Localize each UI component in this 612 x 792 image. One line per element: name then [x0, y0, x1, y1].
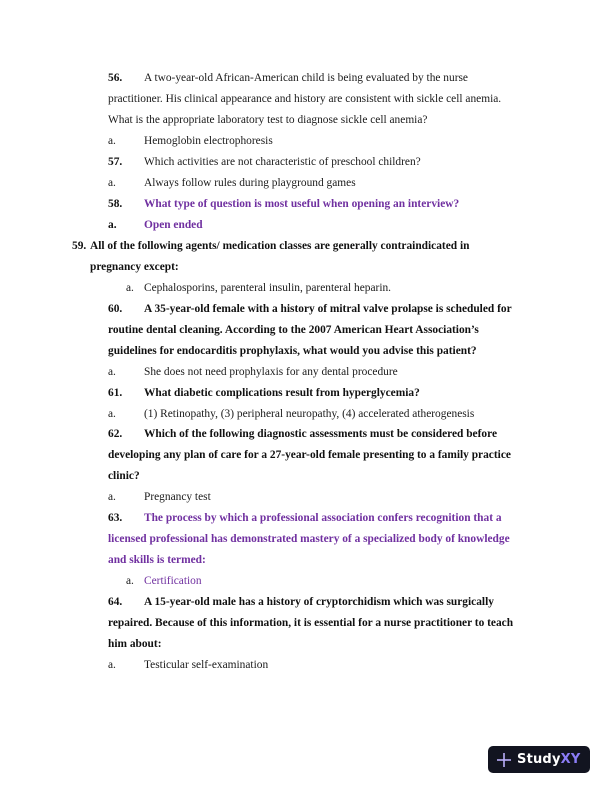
question-number: 57.	[108, 156, 123, 168]
question-text: What diabetic complications result from hyperglycemia?	[144, 387, 420, 399]
question-text: A 15-year-old male has a history of cryptorchidism which was surgically	[144, 596, 494, 608]
question-text: The process by which a professional association confers recognition that a	[144, 512, 502, 524]
answer-text: (1) Retinopathy, (3) peripheral neuropathy, (4) accelerated atherogenesis	[144, 408, 475, 420]
answer-label: a.	[108, 219, 117, 231]
answer-label: a.	[108, 135, 116, 147]
question-number: 63.	[108, 512, 123, 524]
question-text: A two-year-old African-American child is being evaluated by the nurse	[144, 72, 468, 84]
answer-text: Cephalosporins, parenteral insulin, parenteral heparin.	[144, 282, 392, 294]
question-number: 62.	[108, 428, 123, 440]
question-text: Which of the following diagnostic assessments must be considered before	[144, 428, 498, 440]
question-text: All of the following agents/ medication classes are generally contraindicated in	[90, 240, 470, 252]
answer-text: Hemoglobin electrophoresis	[144, 135, 273, 147]
plus-icon	[496, 752, 512, 768]
question-text: A 35-year-old female with a history of mitral valve prolapse is scheduled for	[144, 303, 512, 315]
answer-label: a.	[126, 575, 134, 587]
answer-label: a.	[108, 659, 116, 671]
question-number: 59.	[72, 240, 87, 252]
question-text: routine dental cleaning. According to the 2007 American Heart Association’s	[108, 324, 479, 336]
answer-label: a.	[108, 177, 116, 189]
answer-label: a.	[108, 491, 116, 503]
answer-text: Open ended	[144, 219, 203, 231]
question-text: clinic?	[108, 470, 140, 482]
answer-label: a.	[126, 282, 134, 294]
question-text: and skills is termed:	[108, 554, 206, 566]
question-text: developing any plan of care for a 27-year-old female presenting to a family practice	[108, 449, 511, 461]
question-number: 60.	[108, 303, 123, 315]
brand-name	[517, 752, 580, 767]
brand-main: Study	[517, 752, 561, 767]
question-number: 61.	[108, 387, 123, 399]
question-text: guidelines for endocarditis prophylaxis, what would you advise this patient?	[108, 345, 477, 357]
answer-text: Certification	[144, 575, 202, 587]
question-text: licensed professional has demonstrated mastery of a specialized body of knowledge	[108, 533, 510, 545]
answer-text: Testicular self-examination	[144, 659, 269, 671]
question-text: him about:	[108, 638, 162, 650]
question-text: Which activities are not characteristic of preschool children?	[144, 156, 421, 168]
answer-text: Always follow rules during playground games	[144, 177, 356, 189]
answer-text: Pregnancy test	[144, 491, 211, 503]
question-number: 56.	[108, 72, 123, 84]
question-number: 58.	[108, 198, 123, 210]
question-text: pregnancy except:	[90, 261, 179, 273]
question-number: 64.	[108, 596, 123, 608]
question-text: What type of question is most useful when opening an interview?	[144, 198, 460, 210]
answer-label: a.	[108, 366, 116, 378]
question-text: practitioner. His clinical appearance and history are consistent with sickle cell anemia.	[108, 93, 502, 105]
brand-accent: XY	[560, 752, 581, 767]
question-text: repaired. Because of this information, it is essential for a nurse practitioner to teach	[108, 617, 514, 629]
question-text: What is the appropriate laboratory test to diagnose sickle cell anemia?	[108, 114, 428, 126]
answer-label: a.	[108, 408, 116, 420]
answer-text: She does not need prophylaxis for any dental procedure	[144, 366, 398, 378]
studyxy-badge[interactable]	[488, 746, 590, 773]
